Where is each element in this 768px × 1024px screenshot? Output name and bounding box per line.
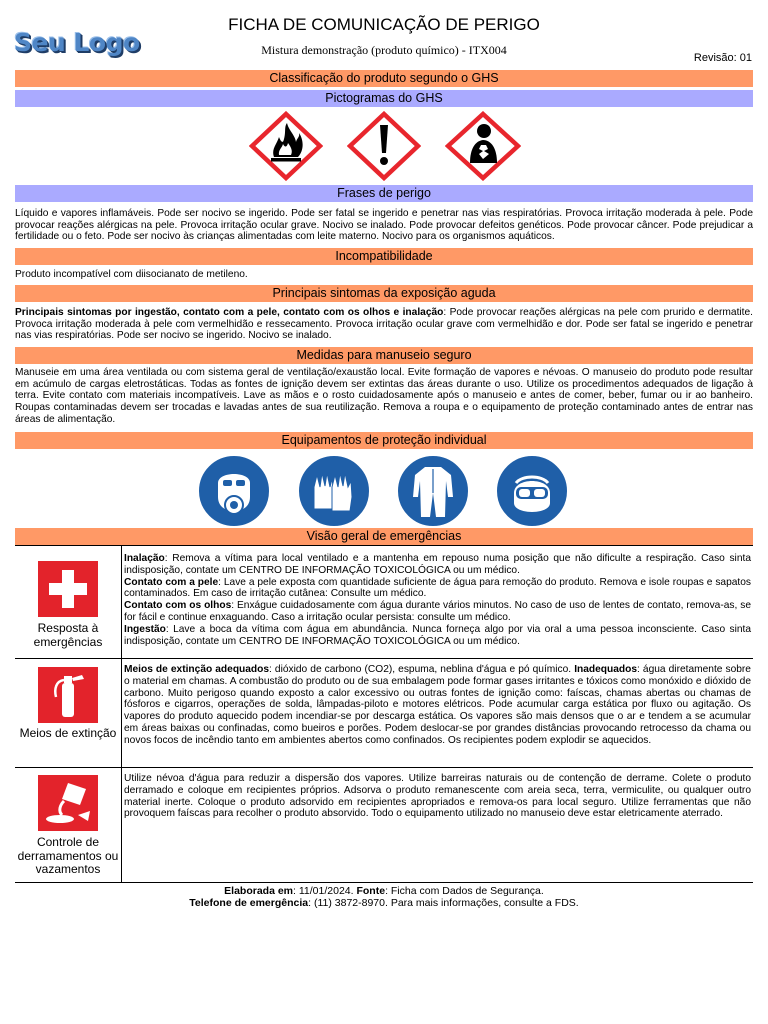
emergency-row-extinction bbox=[15, 659, 753, 768]
extinction-icon-cell bbox=[15, 659, 122, 767]
emergency-row-spill bbox=[15, 768, 753, 883]
handling-text: Manuseie em uma área ventilada ou com sistema geral de ventilação/exaustão local. Evite formação de vapores e névoas. O manuseio do produto pode resultar em acúmulo de cargas eletrostáticas. Todas as fontes de ignição devem ser extintas das áreas durante o uso. Utilize os procedimentos adequados de ligação à terra. Evite contato com materiais incompatíveis. Lave as mãos e o rosto cuidadosamente após o manuseio e antes de comer, beber, fumar ou ir ao banheiro. Roupas contaminadas devem ser trocadas e lavadas antes de sua reutilização. Remova a roupa e o equipamento de proteção contaminado antes de entrar nas áreas de alimentação. bbox=[15, 367, 753, 425]
spill-label: Controle de derramamentos ou vazamentos bbox=[17, 835, 119, 876]
hazard-phrases-text: Líquido e vapores inflamáveis. Pode ser nocivo se ingerido. Pode ser fatal se ingerido e penetrar nas vias respiratórias. Provoca irritação moderada à pele. Pode provocar reações alérgicas na pele. Provoca irritação ocular grave. Nocivo se inalado. Pode provocar defeitos genéticos. Pode provocar câncer. Pode prejudicar a fertilidade ou o feto. Pode ser nocivo às crianças alimentadas com leite materno. Nocivo para os organismos aquáticos. bbox=[15, 208, 753, 243]
skin-text: : Lave a pele exposta com quantidade suficiente de água para remoção do produto. Remova e isole roupas e sapatos contaminados. Em caso de irritação cutânea: Consulte um médico. bbox=[124, 576, 752, 600]
ingestion-text: : Lave a boca da vítima com água em abundância. Nunca forneça algo por via oral a uma pessoa inconsciente. Caso sinta indisposição, contate um CENTRO DE INFORMAÇÃO TOXICOLÓGICA ou um médico. bbox=[124, 623, 751, 647]
source-label: Fonte bbox=[356, 885, 386, 897]
symptoms-text bbox=[15, 307, 753, 342]
symptoms-lead: Principais sintomas por ingestão, contato com a pele, contato com os olhos e inalação bbox=[15, 307, 444, 318]
respirator-icon bbox=[196, 453, 272, 529]
ext-adequate-label: Meios de extinção adequados bbox=[124, 664, 270, 675]
phone-text: : (11) 3872-8970. Para mais informações, consulte a FDS. bbox=[308, 897, 579, 909]
gloves-icon bbox=[296, 453, 372, 529]
response-text bbox=[124, 553, 751, 647]
protective-suit-icon bbox=[395, 453, 471, 529]
ext-inadequate-text: : água diretamente sobre o material em chamas. A combustão do produto ou de sua embalagem pode formar gases irritantes e tóxicos como monóxido e dióxido de carbono. Muito perigoso quando exposto a calor excessivo ou outras fontes de ignição como: faíscas, chamas abertas ou chamas de fósforos e cigarros, operações de solda, lâmpadas-piloto e motores elétricos. Pode acumular carga estática por fluxo ou agitação. Os vapores do produto aquecido podem incendiar-se por descarga estática. Os vapores são mais densos que o ar e tendem a se acumular em áreas baixas ou confinadas, como bueiros e porões. Podem deslocar-se por grandes distâncias provocando retrocesso da chama ou novos focos de incêndio tanto em ambientes abertos como confinados. Os recipientes podem explodir se aquecidos. bbox=[124, 664, 751, 746]
section-classification: Classificação do produto segundo o GHS bbox=[15, 70, 753, 87]
flame-icon bbox=[249, 111, 323, 181]
page-title: FICHA DE COMUNICAÇÃO DE PERIGO bbox=[228, 15, 540, 34]
spill-icon bbox=[38, 775, 98, 831]
extinction-text bbox=[124, 664, 751, 747]
symptoms-body: : Pode provocar reações alérgicas na pele com prurido e dermatite. Provoca irritação moderada à pele com vermelhidão e ressecamento. Provoca irritação ocular grave com vermelhidão e dor. Pode ser fatal se ingerido e penetrar nas vias respiratórias. Pode ser nocivo se ingerido. Nocivo se inalado. bbox=[15, 307, 753, 342]
section-incompatibility: Incompatibilidade bbox=[15, 248, 753, 265]
section-symptoms: Principais sintomas da exposição aguda bbox=[15, 285, 753, 302]
eyes-label: Contato com os olhos bbox=[124, 600, 232, 612]
section-pictograms: Pictogramas do GHS bbox=[15, 90, 753, 107]
eyes-text: : Enxágue cuidadosamente com água durante vários minutos. No caso de uso de lentes de contato, remova-as, se for fácil e continue enxaguando. Caso a irritação ocular persista: consulte um médico. bbox=[124, 600, 752, 623]
fire-extinguisher-icon bbox=[38, 667, 98, 723]
section-emergency: Visão geral de emergências bbox=[15, 528, 753, 545]
footer-phone bbox=[0, 897, 768, 910]
prepared-label: Elaborada em bbox=[224, 885, 294, 897]
goggles-icon bbox=[494, 453, 570, 529]
product-subtitle: Mistura demonstração (produto químico) - ITX004 bbox=[261, 43, 507, 57]
company-logo: Seu Logo bbox=[14, 28, 140, 57]
ext-inadequate-label: Inadequados bbox=[574, 664, 638, 675]
prepared-date: : 11/01/2024. bbox=[293, 885, 357, 897]
response-label: Resposta à emergências bbox=[33, 621, 103, 649]
exclamation-icon bbox=[347, 111, 421, 181]
skin-label: Contato com a pele bbox=[124, 576, 219, 588]
phone-label: Telefone de emergência bbox=[189, 897, 309, 909]
first-aid-icon bbox=[38, 561, 98, 617]
section-hazard-phrases: Frases de perigo bbox=[15, 185, 753, 202]
inhalation-label: Inalação bbox=[124, 553, 165, 564]
section-ppe: Equipamentos de proteção individual bbox=[15, 432, 753, 449]
revision-label: Revisão: 01 bbox=[693, 52, 752, 64]
response-icon-cell bbox=[15, 546, 122, 658]
spill-icon-cell bbox=[15, 768, 122, 882]
source-text: : Ficha com Dados de Segurança. bbox=[385, 885, 544, 897]
emergency-table bbox=[15, 545, 753, 876]
emergency-row-response bbox=[15, 546, 753, 659]
ext-adequate-text: : dióxido de carbono (CO2), espuma, neblina d'água e pó químico. bbox=[269, 664, 575, 675]
section-handling: Medidas para manuseio seguro bbox=[15, 347, 753, 364]
incompatibility-text: Produto incompatível com diisocianato de metileno. bbox=[15, 269, 248, 280]
health-hazard-icon bbox=[445, 111, 521, 181]
ingestion-label: Ingestão bbox=[124, 623, 166, 635]
inhalation-text: : Remova a vítima para local ventilado e a mantenha em repouso numa posição que não dificulte a respiração. Caso sinta indisposição, contate um CENTRO DE INFORMAÇÃO TOXICOLÓGICA ou um médico. bbox=[124, 553, 751, 576]
spill-text: Utilize névoa d'água para reduzir a dispersão dos vapores. Utilize barreiras naturais ou de contenção de derrame. Colete o produto derramado e coloque em recipientes próprios. Adsorva o produto remanescente com areia seca, terra, vermiculite, ou qualquer outro material inerte. Coloque o produto adsorvido em recipientes apropriados e remova-os para local seguro. Utilize ferramentas que não provoquem faíscas para recolher o produto absorvido. Todo o equipamento utilizado no manuseio deve estar eletricamente aterrado. bbox=[124, 773, 751, 820]
extinction-label: Meios de extinção bbox=[19, 726, 117, 740]
